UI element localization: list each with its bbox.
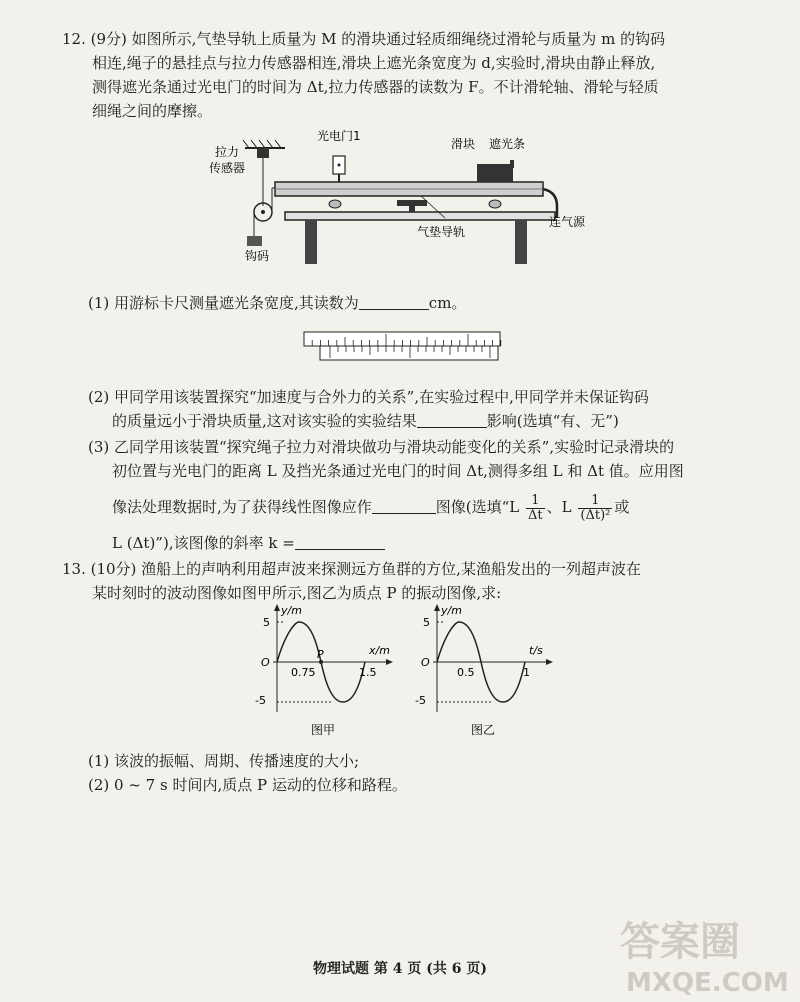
watermark-top: 答案圈 bbox=[620, 919, 740, 965]
slider bbox=[477, 164, 513, 182]
q13-sub2: (2) 0 ~ 7 s 时间内,质点 P 运动的位移和路程。 bbox=[88, 776, 407, 794]
q12-line-4: 细绳之间的摩擦。 bbox=[92, 102, 213, 120]
watermark-logo bbox=[610, 905, 790, 1000]
fraction-1-over-dt: $\frac{1}{\Delta t}$ bbox=[528, 492, 543, 523]
wave-graph-jia bbox=[255, 604, 395, 740]
q12-sub3-line3 bbox=[112, 492, 792, 523]
q12-sub3-line2: 初位置与光电门的距离 L 及挡光条通过光电门的时间 Δt,测得多组 L 和 Δt 值。应用图 bbox=[112, 462, 684, 480]
air-track-figure bbox=[205, 126, 615, 266]
q12-sub3-text-c: 、L bbox=[546, 498, 572, 516]
graph-b-ymin: -5 bbox=[415, 694, 426, 707]
label-slider: 滑块 bbox=[451, 137, 476, 151]
q12-sub3-line1: (3) 乙同学用该装置“探究绳子拉力对滑块做功与滑块动能变化的关系”,实验时记录滑块的 bbox=[88, 438, 675, 456]
answer-blank-2[interactable] bbox=[417, 411, 487, 428]
q12-line-2: 相连,绳子的悬挂点与拉力传感器相连,滑块上遮光条宽度为 d,实验时,滑块由静止释放, bbox=[92, 54, 656, 72]
q13-line-2: 某时刻时的波动图像如图甲所示,图乙为质点 P 的振动图像,求: bbox=[92, 584, 502, 602]
graph-b-tick-1: 0.5 bbox=[457, 666, 475, 679]
q12-sub2-text-b: 影响(选填“有、无”) bbox=[486, 412, 619, 430]
q12-sub1-suffix: cm。 bbox=[428, 294, 467, 312]
graph-a-tick-2: 1.5 bbox=[359, 666, 377, 679]
q12-sub2-text-a: 的质量远小于滑块质量,这对该实验的实验结果 bbox=[112, 412, 417, 430]
graph-b-ylabel: y/m bbox=[441, 604, 462, 617]
graph-a-origin: O bbox=[261, 656, 270, 669]
graph-b-tick-2: 1 bbox=[523, 666, 530, 679]
table-top bbox=[285, 212, 555, 220]
label-weight: 钩码 bbox=[245, 249, 270, 263]
q12-sub3-text-b: 图像(选填“L bbox=[435, 498, 520, 516]
graph-b-caption: 图乙 bbox=[471, 723, 496, 737]
graph-b-ymax: 5 bbox=[423, 616, 430, 629]
label-air: 连气源 bbox=[549, 215, 586, 229]
fraction-1-over-dt-squared: $\frac{1}{\text{(Δt)²}}$ bbox=[580, 492, 611, 523]
q12-sub3-text-e: L (Δt)”),该图像的斜率 k = bbox=[112, 534, 295, 552]
q12-sub2-line1: (2) 甲同学用该装置探究“加速度与合外力的关系”,在实验过程中,甲同学并未保证钩码 bbox=[88, 388, 649, 406]
graph-a-tick-1: 0.75 bbox=[291, 666, 316, 679]
q13-line-1: 13. (10分) 渔船上的声呐利用超声波来探测远方鱼群的方位,某渔船发出的一列超声波在 bbox=[62, 560, 641, 578]
q12-sub3-text-d: 或 bbox=[614, 498, 630, 516]
page-footer: 物理试题 第 4 页 (共 6 页) bbox=[313, 961, 487, 977]
graph-b-xlabel: t/s bbox=[529, 644, 543, 657]
q12-sub1 bbox=[88, 292, 768, 314]
q12-line-1: 12. (9分) 如图所示,气垫导轨上质量为 M 的滑块通过轻质细绳绕过滑轮与质量为 m 的钩码 bbox=[62, 30, 666, 48]
watermark-bottom: MXQE.COM bbox=[626, 968, 789, 998]
vernier-caliper bbox=[298, 316, 518, 380]
graph-a-ymin: -5 bbox=[255, 694, 266, 707]
q12-sub3-text-a: 像法处理数据时,为了获得线性图像应作 bbox=[112, 498, 372, 516]
q12-sub1-prefix: (1) 用游标卡尺测量遮光条宽度,其读数为 bbox=[88, 294, 359, 312]
answer-blank-4[interactable] bbox=[295, 533, 385, 550]
q13-sub1: (1) 该波的振幅、周期、传播速度的大小; bbox=[88, 752, 360, 770]
graph-b-origin: O bbox=[421, 656, 430, 669]
label-gate: 光电门1 bbox=[317, 129, 361, 143]
hook-weight bbox=[247, 236, 262, 246]
graph-a-ymax: 5 bbox=[263, 616, 270, 629]
q12-sub2-line2 bbox=[112, 410, 792, 432]
label-rail: 气垫导轨 bbox=[417, 225, 466, 239]
answer-blank-1[interactable] bbox=[359, 293, 429, 310]
q12-sub3-line4 bbox=[112, 532, 792, 554]
label-sensor-1: 拉力 bbox=[215, 145, 240, 159]
graph-a-ylabel: y/m bbox=[281, 604, 302, 617]
force-sensor bbox=[257, 148, 269, 158]
label-sensor-2: 传感器 bbox=[209, 161, 246, 175]
point-p: P bbox=[317, 648, 324, 661]
label-shade: 遮光条 bbox=[489, 137, 526, 151]
answer-blank-3[interactable] bbox=[372, 497, 436, 514]
graph-a-caption: 图甲 bbox=[311, 723, 336, 737]
vibration-graph-yi bbox=[415, 604, 555, 740]
q12-line-3: 测得遮光条通过光电门的时间为 Δt,拉力传感器的读数为 F。不计滑轮轴、滑轮与轻质 bbox=[92, 78, 659, 96]
graph-a-xlabel: x/m bbox=[369, 644, 390, 657]
